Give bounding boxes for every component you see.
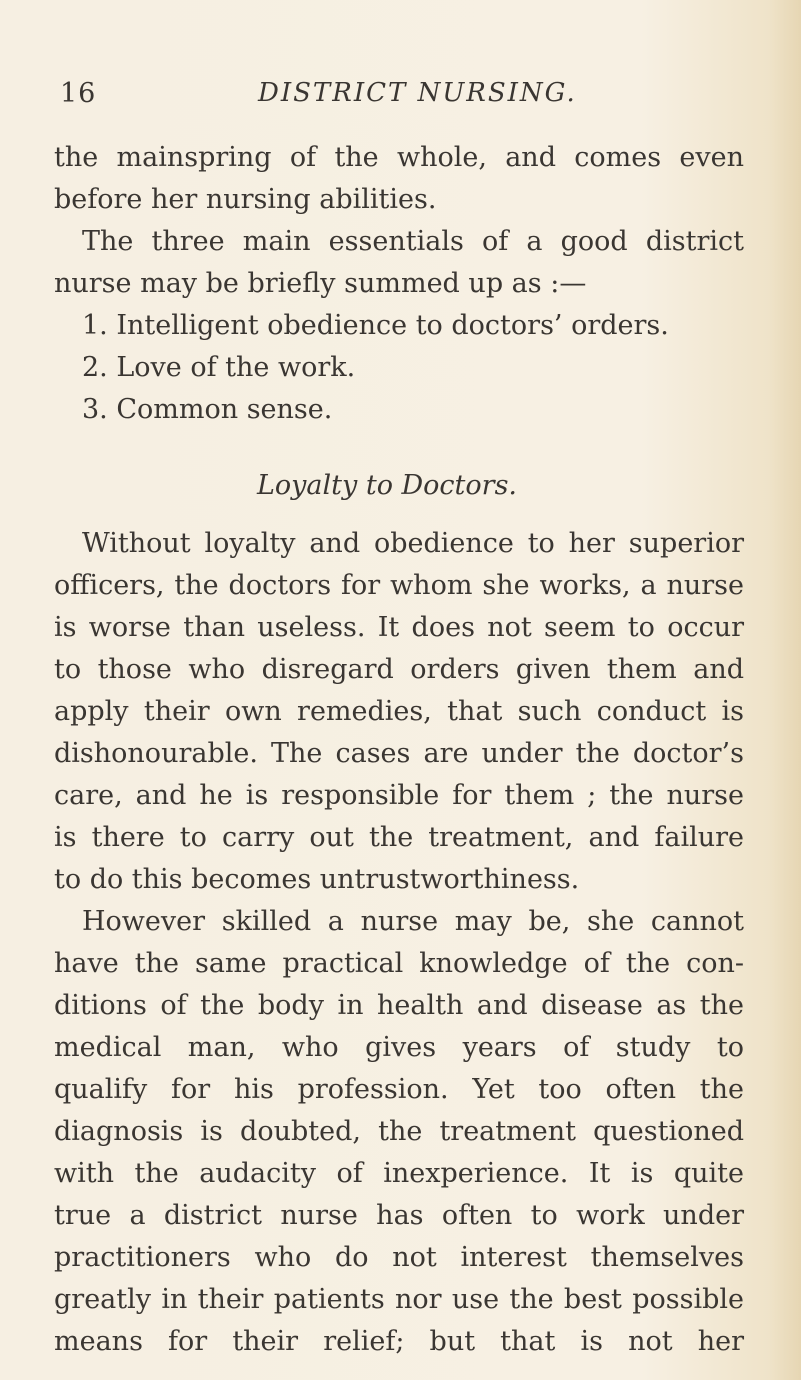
- text-line: the mainspring of the whole, and comes even: [54, 142, 744, 173]
- list-item: 3. Common sense.: [82, 394, 333, 425]
- text-line: ditions of the body in health and disease as the: [54, 990, 744, 1021]
- text-line: true a district nurse has often to work under: [54, 1200, 744, 1231]
- text-line: dishonourable. The cases are under the doctor’s: [54, 738, 744, 769]
- text-line: Without loyalty and obedience to her superior: [82, 528, 744, 559]
- text-line: is there to carry out the treatment, and failure: [54, 822, 744, 853]
- section-heading: Loyalty to Doctors.: [256, 470, 518, 501]
- text-line: have the same practical knowledge of the con-: [54, 948, 744, 979]
- list-item: 1. Intelligent obedience to doctors’ orders.: [82, 310, 669, 341]
- page-number: 16: [60, 78, 97, 109]
- text-line: medical man, who gives years of study to: [54, 1032, 744, 1063]
- body-text: [54, 137, 744, 1363]
- text-line: The three main essentials of a good district: [82, 226, 744, 257]
- text-line: is worse than useless. It does not seem to occur: [54, 612, 744, 643]
- text-line: before her nursing abilities.: [54, 184, 437, 215]
- text-line: diagnosis is doubted, the treatment questioned: [54, 1116, 744, 1147]
- list-item: 2. Love of the work.: [82, 352, 356, 383]
- text-line: practitioners who do not interest themselves: [54, 1242, 744, 1273]
- text-line: means for their relief; but that is not her: [54, 1326, 744, 1357]
- text-line: However skilled a nurse may be, she cannot: [82, 906, 744, 937]
- text-line: to do this becomes untrustworthiness.: [54, 864, 580, 895]
- text-line: officers, the doctors for whom she works, a nurse: [54, 570, 744, 601]
- text-line: to those who disregard orders given them and: [54, 654, 744, 685]
- text-line: care, and he is responsible for them ; the nurse: [54, 780, 744, 811]
- text-line: qualify for his profession. Yet too often the: [54, 1074, 744, 1105]
- text-line: with the audacity of inexperience. It is quite: [54, 1158, 744, 1189]
- running-title: DISTRICT NURSING.: [258, 78, 577, 108]
- text-line: greatly in their patients nor use the best possible: [54, 1284, 744, 1315]
- text-line: nurse may be briefly summed up as :—: [54, 268, 587, 299]
- running-head: [60, 78, 760, 118]
- text-line: apply their own remedies, that such conduct is: [54, 696, 744, 727]
